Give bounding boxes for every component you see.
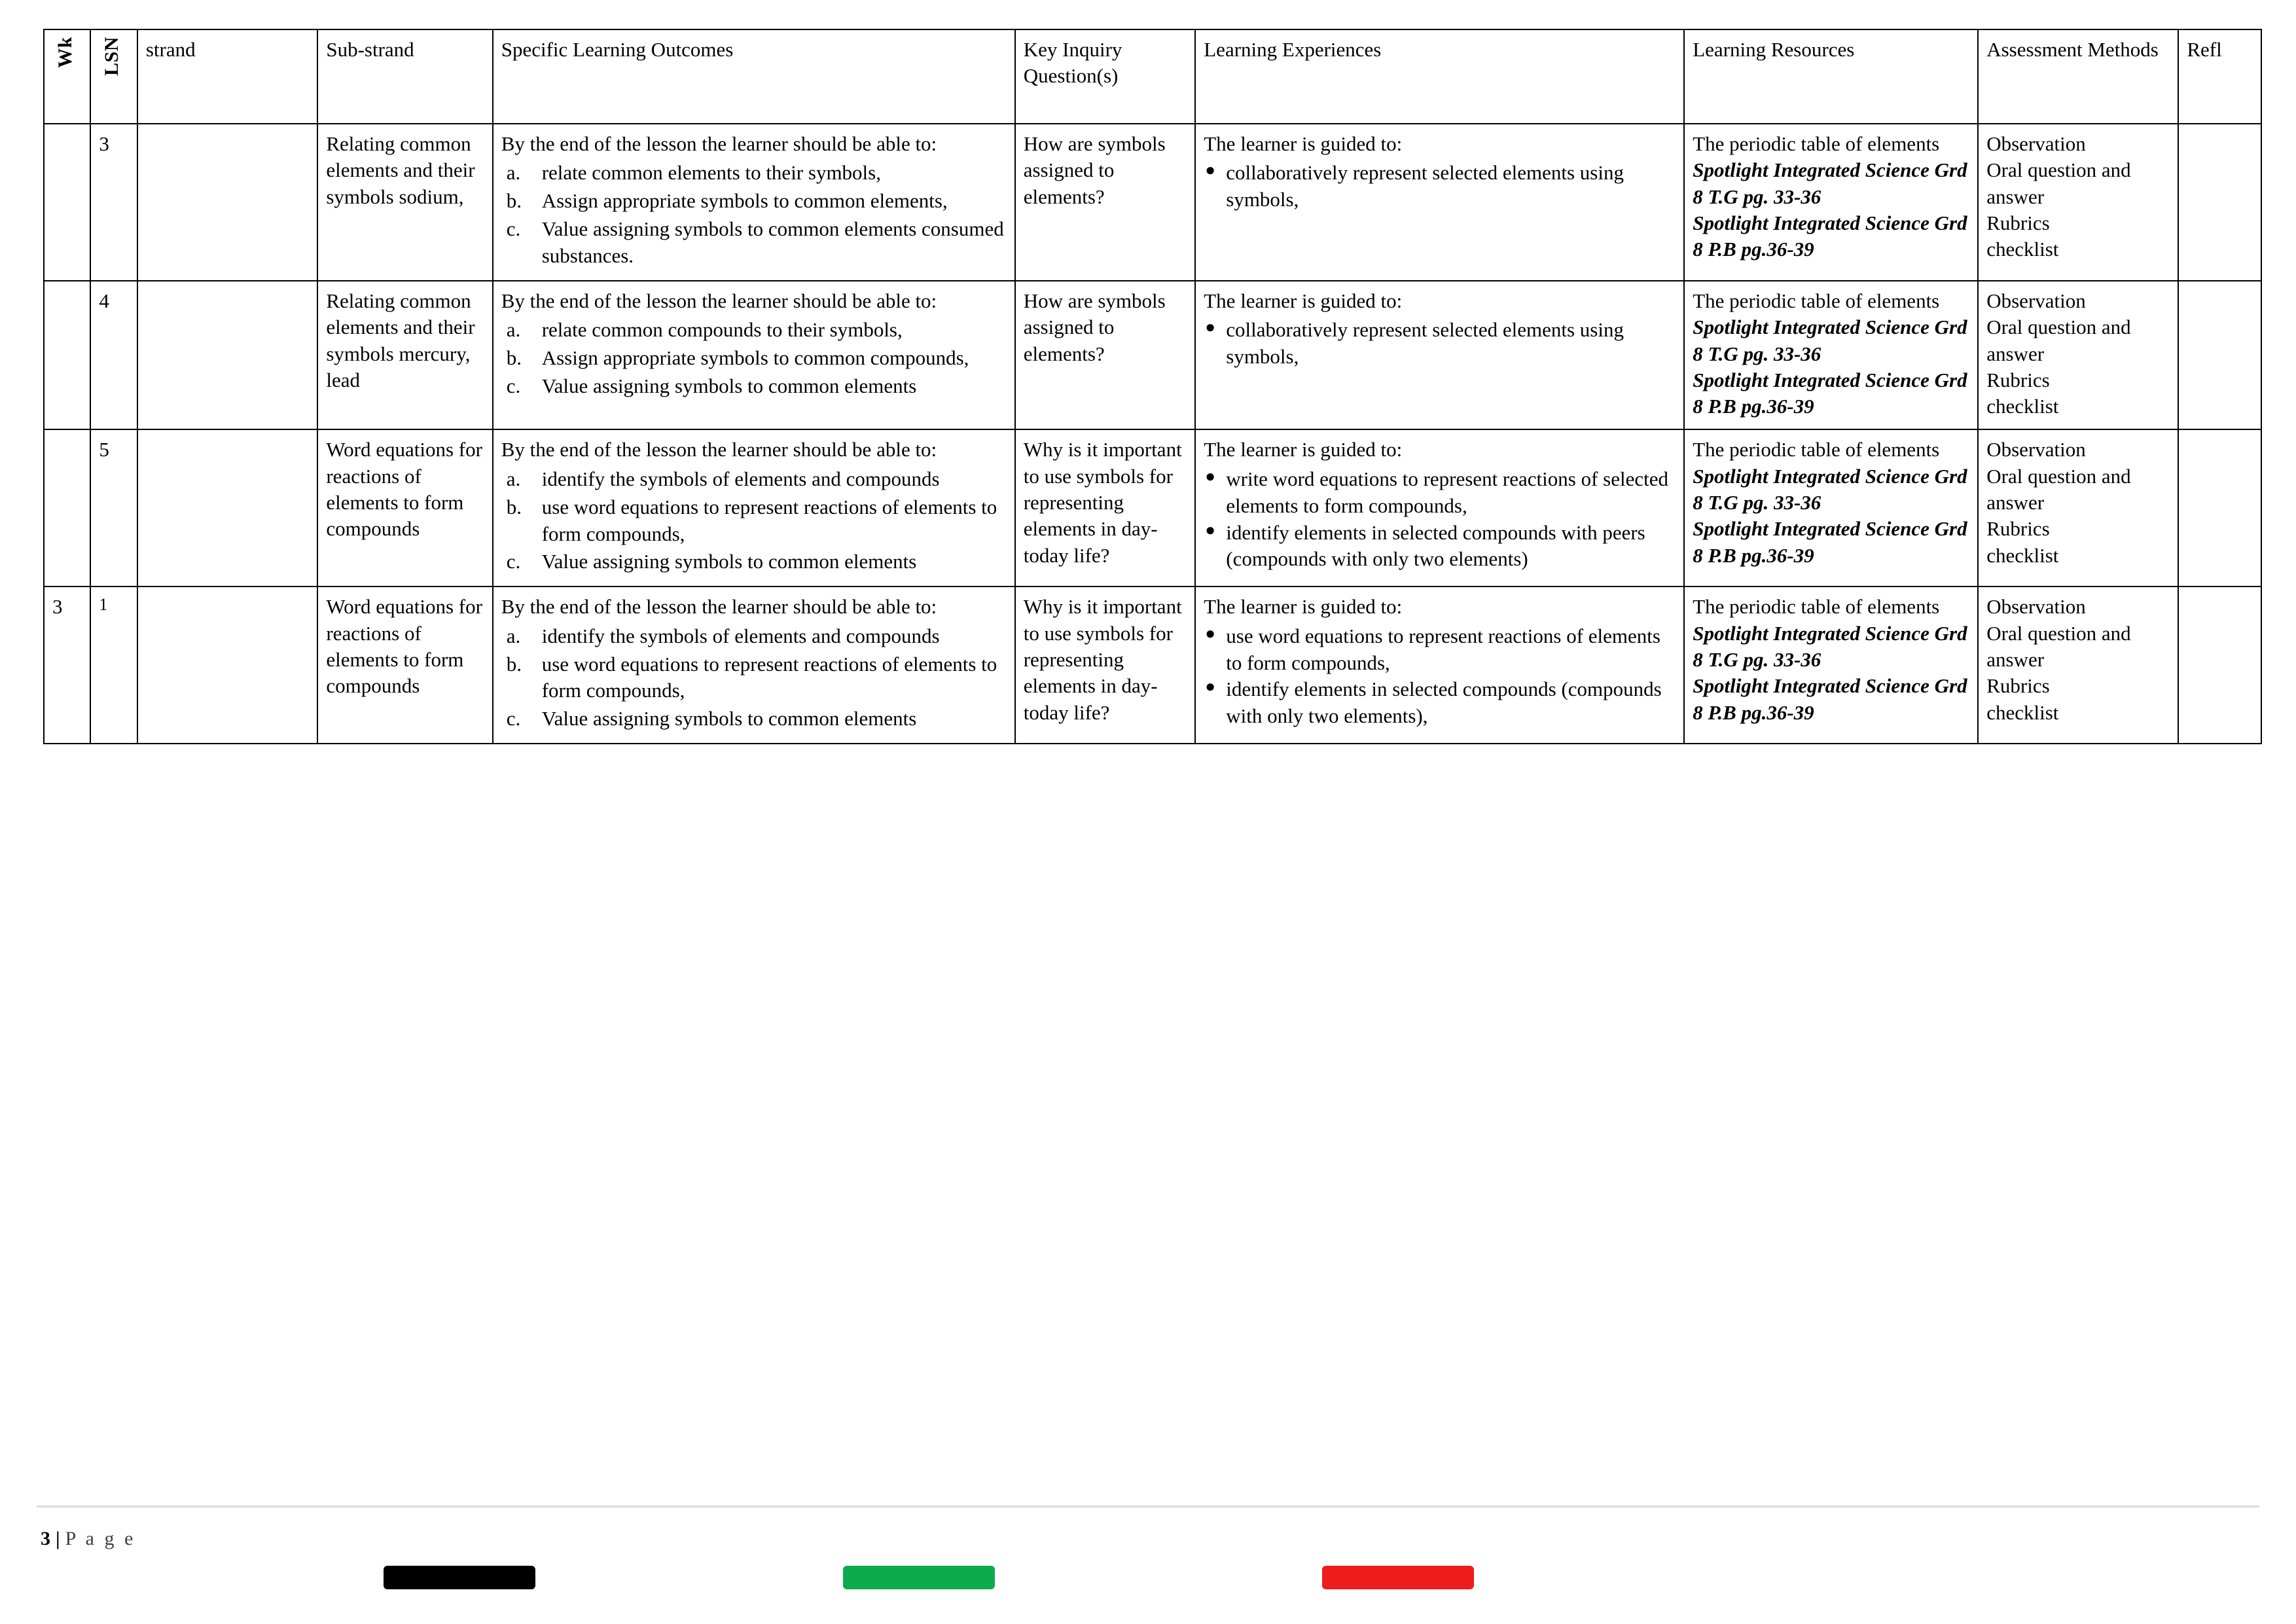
cell-learning-experiences <box>1195 586 1684 744</box>
learning-resource-reference: Spotlight Integrated Science Grd 8 T.G pg. 33-36 <box>1693 316 1967 365</box>
cell-assessment-methods <box>1978 124 2178 281</box>
cell-reflection <box>2178 429 2261 586</box>
slo-lead: By the end of the lesson the learner should be able to: <box>501 289 937 312</box>
learning-experiences-list <box>1204 160 1676 213</box>
header-wk <box>44 29 90 124</box>
assessment-method-item: checklist <box>1986 700 2059 724</box>
cell-strand <box>137 429 318 586</box>
learning-experience-text: collaboratively represent selected elements using symbols, <box>1226 161 1624 211</box>
slo-item-text: Assign appropriate symbols to common elements, <box>541 189 948 213</box>
learning-experiences-lead: The learner is guided to: <box>1204 289 1403 312</box>
slo-list <box>501 466 1007 576</box>
slo-item-marker: a. <box>506 467 521 490</box>
slo-item-text: Value assigning symbols to common elements <box>541 550 917 573</box>
learning-resource-reference: Spotlight Integrated Science Grd 8 P.B pg.36-39 <box>1693 368 1967 418</box>
bullet-icon: ● <box>1205 520 1215 539</box>
cell-reflection <box>2178 281 2261 429</box>
slo-item-marker: b. <box>506 495 522 518</box>
learning-resource-plain: The periodic table of elements <box>1693 438 1940 461</box>
page-number-value: 3 <box>41 1528 50 1549</box>
learning-experience-item <box>1204 676 1676 730</box>
table-body <box>44 124 2261 744</box>
learning-experiences-list <box>1204 317 1676 370</box>
red-swatch <box>1322 1566 1474 1589</box>
page-number-text: P a g e <box>65 1528 136 1549</box>
assessment-method-item: Rubrics <box>1986 517 2050 541</box>
key-inquiry-question-text: Why is it important to use symbols for representing elements in day-today life? <box>1023 595 1182 724</box>
header-strand: strand <box>137 29 318 124</box>
header-assessment-methods: Assessment Methods <box>1978 29 2178 124</box>
bullet-icon: ● <box>1205 317 1215 337</box>
learning-experience-item <box>1204 317 1676 370</box>
learning-experience-text: identify elements in selected compounds with peers (compounds with only two elements) <box>1226 520 1645 571</box>
cell-learning-resources <box>1684 124 1978 281</box>
table-header-row <box>44 29 2261 124</box>
cell-strand <box>137 124 318 281</box>
cell-specific-learning-outcomes <box>493 124 1015 281</box>
bullet-icon: ● <box>1205 466 1215 486</box>
learning-resource-reference: Spotlight Integrated Science Grd 8 T.G pg. 33-36 <box>1693 621 1967 671</box>
slo-list <box>501 160 1007 270</box>
assessment-method-item: Rubrics <box>1986 674 2050 698</box>
header-lsn <box>90 29 137 124</box>
slo-item-marker: b. <box>506 346 522 370</box>
slo-item <box>501 188 1007 215</box>
cell-learning-experiences <box>1195 429 1684 586</box>
slo-lead: By the end of the lesson the learner should be able to: <box>501 438 937 461</box>
learning-experience-text: collaboratively represent selected elements using symbols, <box>1226 318 1624 369</box>
slo-item-text: Value assigning symbols to common elements <box>541 374 917 398</box>
slo-item-text: Value assigning symbols to common elements consumed substances. <box>541 217 1004 268</box>
cell-lsn: 4 <box>90 281 137 429</box>
cell-wk: 3 <box>44 586 90 744</box>
cell-specific-learning-outcomes <box>493 429 1015 586</box>
learning-resource-reference: Spotlight Integrated Science Grd 8 T.G pg. 33-36 <box>1693 158 1967 208</box>
header-lsn-label: LSN <box>101 37 123 76</box>
scheme-of-work-table <box>43 29 2262 744</box>
learning-experiences-lead: The learner is guided to: <box>1204 132 1403 155</box>
slo-item <box>501 623 1007 650</box>
slo-item-marker: c. <box>506 217 521 241</box>
cell-specific-learning-outcomes <box>493 586 1015 744</box>
slo-item <box>501 160 1007 187</box>
slo-item <box>501 345 1007 372</box>
learning-resource-reference: Spotlight Integrated Science Grd 8 T.G pg. 33-36 <box>1693 464 1967 514</box>
assessment-method-item: Observation <box>1986 595 2086 619</box>
page-footer <box>0 1506 2296 1623</box>
cell-wk <box>44 124 90 281</box>
assessment-method-item: Rubrics <box>1986 368 2050 391</box>
cell-sub-strand: Word equations for reactions of elements to form compounds <box>317 586 492 744</box>
slo-item-marker: b. <box>506 652 522 676</box>
assessment-method-item: Oral question and answer <box>1986 464 2131 514</box>
assessment-method-item: Observation <box>1986 132 2086 155</box>
cell-learning-resources <box>1684 281 1978 429</box>
cell-lsn: 5 <box>90 429 137 586</box>
key-inquiry-question-text: How are symbols assigned to elements? <box>1023 132 1166 208</box>
cell-key-inquiry-question <box>1015 586 1196 744</box>
slo-item-marker: a. <box>506 318 521 342</box>
learning-resource-reference: Spotlight Integrated Science Grd 8 P.B pg.36-39 <box>1693 674 1967 724</box>
page-number-separator: | <box>56 1528 60 1549</box>
slo-item-marker: c. <box>506 550 521 573</box>
bullet-icon: ● <box>1205 160 1215 180</box>
slo-list <box>501 623 1007 733</box>
cell-key-inquiry-question <box>1015 124 1196 281</box>
assessment-method-item: Observation <box>1986 438 2086 461</box>
slo-item <box>501 706 1007 732</box>
green-swatch <box>843 1566 995 1589</box>
learning-experience-item <box>1204 520 1676 573</box>
slo-item <box>501 317 1007 344</box>
cell-lsn: 3 <box>90 124 137 281</box>
slo-item-marker: c. <box>506 707 521 731</box>
learning-experiences-lead: The learner is guided to: <box>1204 438 1403 461</box>
learning-resource-reference: Spotlight Integrated Science Grd 8 P.B pg.36-39 <box>1693 517 1967 567</box>
learning-resource-reference: Spotlight Integrated Science Grd 8 P.B pg.36-39 <box>1693 211 1967 261</box>
cell-sub-strand: Relating common elements and their symbols mercury, lead <box>317 281 492 429</box>
black-swatch <box>384 1566 535 1589</box>
bullet-icon: ● <box>1205 623 1215 643</box>
assessment-method-item: Oral question and answer <box>1986 316 2131 365</box>
slo-item-text: relate common compounds to their symbols, <box>541 318 903 342</box>
assessment-method-item: Oral question and answer <box>1986 621 2131 671</box>
key-inquiry-question-text: Why is it important to use symbols for representing elements in day-today life? <box>1023 438 1182 567</box>
slo-item <box>501 651 1007 705</box>
learning-experiences-list <box>1204 466 1676 573</box>
header-sub-strand: Sub-strand <box>317 29 492 124</box>
slo-item-text: identify the symbols of elements and compounds <box>541 467 940 490</box>
table-row <box>44 429 2261 586</box>
cell-assessment-methods <box>1978 281 2178 429</box>
header-learning-experiences: Learning Experiences <box>1195 29 1684 124</box>
header-reflection: Refl <box>2178 29 2261 124</box>
table-row <box>44 586 2261 744</box>
learning-experiences-list <box>1204 623 1676 731</box>
slo-item <box>501 549 1007 575</box>
bullet-icon: ● <box>1205 677 1215 696</box>
learning-experiences-lead: The learner is guided to: <box>1204 595 1403 619</box>
key-inquiry-question-text: How are symbols assigned to elements? <box>1023 289 1166 365</box>
learning-resource-plain: The periodic table of elements <box>1693 595 1940 619</box>
cell-sub-strand: Relating common elements and their symbols sodium, <box>317 124 492 281</box>
cell-learning-experiences <box>1195 281 1684 429</box>
assessment-method-item: Oral question and answer <box>1986 158 2131 208</box>
cell-reflection <box>2178 124 2261 281</box>
slo-item-marker: a. <box>506 624 521 647</box>
header-specific-learning-outcomes: Specific Learning Outcomes <box>493 29 1015 124</box>
learning-experience-text: write word equations to represent reactions of selected elements to form compounds, <box>1226 467 1668 517</box>
learning-resource-plain: The periodic table of elements <box>1693 132 1940 155</box>
cell-wk <box>44 281 90 429</box>
table-row <box>44 124 2261 281</box>
table-row <box>44 281 2261 429</box>
cell-lsn: 1 <box>90 586 137 744</box>
slo-item-text: use word equations to represent reactions of elements to form compounds, <box>541 495 997 545</box>
slo-item <box>501 466 1007 493</box>
cell-specific-learning-outcomes <box>493 281 1015 429</box>
slo-item <box>501 373 1007 400</box>
slo-list <box>501 317 1007 400</box>
assessment-method-item: Observation <box>1986 289 2086 312</box>
slo-item <box>501 494 1007 548</box>
slo-item-text: Value assigning symbols to common elements <box>541 707 917 731</box>
learning-experience-text: use word equations to represent reactions of elements to form compounds, <box>1226 624 1660 674</box>
cell-sub-strand: Word equations for reactions of elements to form compounds <box>317 429 492 586</box>
footer-divider <box>37 1506 2259 1507</box>
slo-item-text: use word equations to represent reactions of elements to form compounds, <box>541 652 997 702</box>
slo-lead: By the end of the lesson the learner should be able to: <box>501 132 937 155</box>
cell-strand <box>137 281 318 429</box>
assessment-method-item: checklist <box>1986 238 2059 261</box>
cell-assessment-methods <box>1978 429 2178 586</box>
cell-assessment-methods <box>1978 586 2178 744</box>
cell-learning-resources <box>1684 429 1978 586</box>
slo-item-text: relate common elements to their symbols, <box>541 161 881 185</box>
page-number <box>41 1528 135 1550</box>
slo-item-text: Assign appropriate symbols to common compounds, <box>541 346 969 370</box>
cell-learning-experiences <box>1195 124 1684 281</box>
slo-item <box>501 216 1007 270</box>
cell-strand <box>137 586 318 744</box>
header-wk-label: Wk <box>54 37 76 68</box>
assessment-method-item: checklist <box>1986 543 2059 567</box>
header-key-inquiry-questions: Key Inquiry Question(s) <box>1015 29 1196 124</box>
slo-item-text: identify the symbols of elements and compounds <box>541 624 940 647</box>
cell-wk <box>44 429 90 586</box>
assessment-method-item: checklist <box>1986 395 2059 418</box>
cell-learning-resources <box>1684 586 1978 744</box>
learning-experience-item <box>1204 466 1676 520</box>
learning-experience-item <box>1204 623 1676 677</box>
learning-experience-item <box>1204 160 1676 213</box>
header-learning-resources: Learning Resources <box>1684 29 1978 124</box>
cell-reflection <box>2178 586 2261 744</box>
learning-resource-plain: The periodic table of elements <box>1693 289 1940 312</box>
cell-key-inquiry-question <box>1015 281 1196 429</box>
slo-item-marker: a. <box>506 161 521 185</box>
slo-lead: By the end of the lesson the learner should be able to: <box>501 595 937 619</box>
slo-item-marker: b. <box>506 189 522 213</box>
learning-experience-text: identify elements in selected compounds (compounds with only two elements), <box>1226 677 1662 728</box>
assessment-method-item: Rubrics <box>1986 211 2050 234</box>
slo-item-marker: c. <box>506 374 521 398</box>
cell-key-inquiry-question <box>1015 429 1196 586</box>
